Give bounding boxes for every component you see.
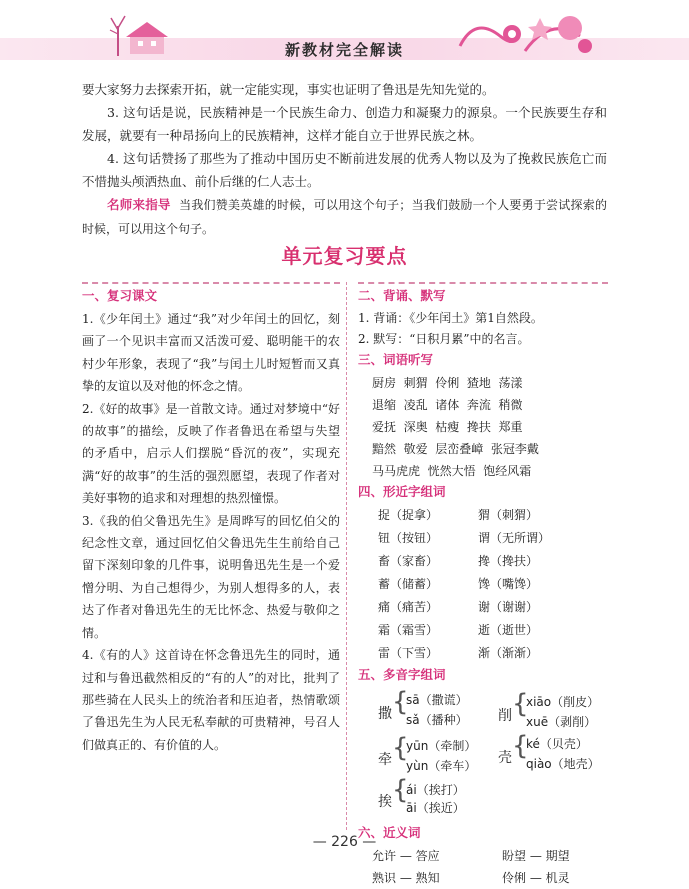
similar-char: 逝（逝世） (478, 623, 539, 637)
brace-icon: { (392, 687, 409, 717)
review-item: 1.《少年闰土》通过“我”对少年闰土的回忆，刻画了一个见识丰富而又活泼可爱、聪明能干的农村少年形象，表现了“我”与闰土儿时短暂而又真挚的友谊以及对他的怀念之情。 (82, 312, 340, 394)
polyphone-char: 壳 (498, 750, 512, 766)
vocab-row: 爱抚 深奥 枯瘦 搀扶 郑重 (372, 420, 523, 434)
unit-review-title: 单元复习要点 (281, 244, 408, 268)
brace-icon: { (512, 689, 529, 719)
polyphone-reading: yùn（牵车） (406, 759, 477, 773)
teacher-tip-text: 当我们赞美英雄的时候，可以用这个句子；当我们鼓励一个人要勇于尝试探索的时候，可以用这个句子。 (82, 198, 607, 236)
polyphone-reading: xiāo（削皮） (526, 695, 600, 709)
vocab-row: 马马虎虎 恍然大悟 饱经风霜 (372, 464, 532, 478)
synonym-row (372, 867, 608, 889)
brace-icon: { (392, 775, 409, 805)
polyphone-reading: āi（挨近） (406, 801, 465, 815)
similar-char: 雷（下雪） (378, 646, 439, 660)
similar-char: 蓄（储蓄） (378, 577, 439, 591)
vocab-row: 黯然 敬爱 层峦叠嶂 张冠李戴 (372, 442, 539, 456)
page-header (0, 0, 689, 70)
answer-paragraph: 要大家努力去探索开拓，就一定能实现，事实也证明了鲁迅是先知先觉的。 (82, 82, 495, 97)
answer-paragraph: 3. 这句话是说，民族精神是一个民族生命力、创造力和凝聚力的源泉。一个民族要生存和发展，就要有一种昂扬向上的民族精神，这样才能自立于世界民族之林。 (82, 105, 607, 143)
vocab-row: 厨房 刺猬 伶俐 猹地 荡漾 (372, 376, 523, 390)
similar-char: 猬（刺猬） (478, 508, 539, 522)
brace-icon: { (512, 731, 529, 761)
section-title: 五、多音字组词 (358, 667, 446, 682)
polyphone-char: 牵 (378, 752, 392, 768)
polyphone-reading: sǎ（播种） (406, 713, 468, 727)
similar-char: 钮（按钮） (378, 531, 439, 545)
teacher-tip (82, 193, 607, 241)
section-title: 四、形近字组词 (358, 484, 446, 499)
similar-char: 痛（痛苦） (378, 600, 439, 614)
similar-char: 馋（嘴馋） (478, 577, 539, 591)
brace-icon: { (392, 733, 409, 763)
polyphone-reading: ké（贝壳） (526, 737, 588, 751)
review-item: 3.《我的伯父鲁迅先生》是周晔写的回忆伯父的纪念性文章，通过回忆伯父鲁迅先生生前给自己留下深刻印象的几件事，说明鲁迅先生是一个爱憎分明、为自己想得少，为别人想得多的人，表达了作者对鲁迅先生的无比怀念、热爱与敬仰之情。 (82, 513, 340, 640)
polyphone-char: 撒 (378, 706, 392, 722)
review-item: 4.《有的人》这首诗在怀念鲁迅先生的同时，通过和与鲁迅截然相反的“有的人”的对比，批判了那些骑在人民头上的统治者和压迫者，热情歌颂了鲁迅先生为人民无私奉献的可贵精神，号召人们做真正的、有价值的人。 (82, 648, 340, 752)
review-item: 2.《好的故事》是一首散文诗。通过对梦境中“好的故事”的描绘，反映了作者鲁迅在希望与失望的矛盾中，启示人们摆脱“昏沉的夜”，实现充满“好的故事”的生活的强烈愿望，表现了作者对美好事物的追求和对理想的热烈憧憬。 (82, 401, 340, 506)
section-title: 六、近义词 (358, 825, 421, 840)
polyphone-char: 削 (498, 708, 512, 724)
recite-item: 2. 默写：“日积月累”中的名言。 (358, 332, 530, 346)
swirl-flower-illustration (450, 6, 600, 60)
similar-char: 渐（渐渐） (478, 646, 539, 660)
section-title: 三、词语听写 (358, 352, 434, 367)
similar-char: 捉（捉拿） (378, 508, 439, 522)
similar-char: 谓（无所谓） (478, 531, 551, 545)
synonym-pair: 伶俐 — 机灵 (502, 871, 570, 885)
section-title: 二、背诵、默写 (358, 282, 608, 306)
similar-char: 搀（搀扶） (478, 554, 539, 568)
polyphone-char: 挨 (378, 794, 392, 810)
similar-char: 畜（家畜） (378, 554, 439, 568)
similar-chars-grid (378, 504, 608, 665)
similar-char: 霜（霜雪） (378, 623, 439, 637)
polyphone-reading: qiào（地壳） (526, 757, 600, 771)
review-texts-column (82, 282, 340, 756)
header-title: 新教材完全解读 (284, 41, 404, 59)
vocab-row: 退缩 凌乱 诸体 奔流 稍微 (372, 398, 523, 412)
similar-char: 谢（谢谢） (478, 600, 539, 614)
answer-paragraph: 4. 这句话赞扬了那些为了推动中国历史不断前进发展的优秀人物以及为了挽救民族危亡而不惜抛头颅洒热血、前仆后继的仁人志士。 (82, 151, 607, 189)
teacher-tip-label: 名师来指导 (107, 197, 171, 212)
page-number: — 226 — (312, 834, 377, 850)
answer-continuation (82, 78, 607, 241)
polyphone-reading: ái（挨打） (406, 783, 465, 797)
polyphone-reading: sā（撒谎） (406, 693, 468, 707)
recite-item: 1. 背诵：《少年闰土》第1自然段。 (358, 311, 543, 325)
synonym-pair: 盼望 — 期望 (502, 849, 570, 863)
review-points-column (358, 282, 608, 889)
polyphone-block (358, 687, 608, 815)
polyphone-reading: xuē（剥削） (526, 715, 597, 729)
polyphone-reading: yūn（牵制） (406, 739, 477, 753)
synonym-pair: 允许 — 答应 (372, 849, 440, 863)
synonym-pair: 熟识 — 熟知 (372, 871, 440, 885)
column-divider (346, 282, 347, 830)
section-title: 一、复习课文 (82, 282, 340, 306)
